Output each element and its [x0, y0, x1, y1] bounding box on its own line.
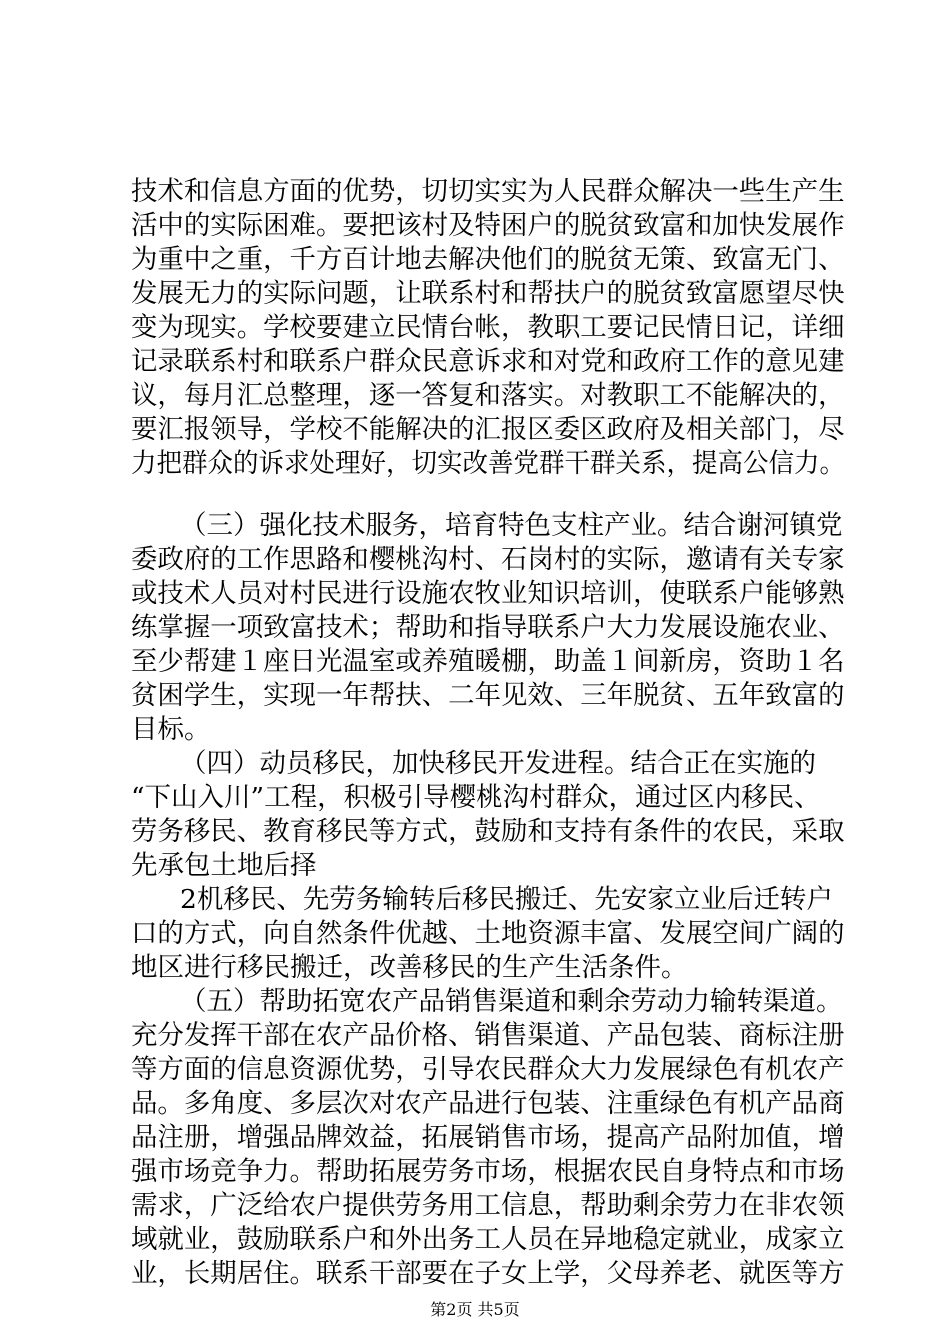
text-line: （四）动员移民，加快移民开发进程。结合正在实施的: [180, 748, 816, 779]
text-line: 业，长期居住。联系干部要在子女上学，父母养老、就医等方: [131, 1258, 845, 1289]
text-line: 至少帮建１座日光温室或养殖暖棚，助盖１间新房，资助１名: [131, 646, 845, 677]
text-line: 练掌握一项致富技术；帮助和指导联系户大力发展设施农业、: [131, 612, 845, 643]
text-line: 变为现实。学校要建立民情台帐，教职工要记民情日记，详细: [131, 312, 845, 343]
text-line: 力把群众的诉求处理好，切实改善党群干群关系，提高公信力。: [131, 448, 845, 479]
text-line: 委政府的工作思路和樱桃沟村、石岗村的实际，邀请有关专家: [131, 544, 845, 575]
text-line: 域就业，鼓励联系户和外出务工人员在异地稳定就业，成家立: [131, 1224, 845, 1255]
page-footer: 第2页 共5页: [430, 1300, 520, 1319]
text-line: 发展无力的实际问题，让联系村和帮扶户的脱贫致富愿望尽快: [131, 278, 845, 309]
text-line: 强市场竞争力。帮助拓展劳务市场，根据农民自身特点和市场: [131, 1156, 845, 1187]
text-line: 活中的实际困难。要把该村及特困户的脱贫致富和加快发展作: [131, 210, 845, 241]
text-line: 2机移民、先劳务输转后移民搬迁、先安家立业后迁转户: [180, 884, 833, 915]
text-line: 议，每月汇总整理，逐一答复和落实。对教职工不能解决的，: [131, 380, 845, 411]
text-line: 目标。: [131, 714, 211, 745]
text-line: 品注册，增强品牌效益，拓展销售市场，提高产品附加值，增: [131, 1122, 845, 1153]
text-line: （五）帮助拓宽农产品销售渠道和剩余劳动力输转渠道。: [180, 986, 843, 1017]
text-line: “下山入川”工程，积极引导樱桃沟村群众，通过区内移民、: [131, 782, 821, 813]
text-line: 充分发挥干部在农产品价格、销售渠道、产品包装、商标注册: [131, 1020, 845, 1051]
text-line: 地区进行移民搬迁，改善移民的生产生活条件。: [131, 952, 688, 983]
text-line: 记录联系村和联系户群众民意诉求和对党和政府工作的意见建: [131, 346, 845, 377]
text-line: 要汇报领导，学校不能解决的汇报区委区政府及相关部门，尽: [131, 414, 845, 445]
text-line: 或技术人员对村民进行设施农牧业知识培训，使联系户能够熟: [131, 578, 845, 609]
text-line: 口的方式，向自然条件优越、土地资源丰富、发展空间广阔的: [131, 918, 845, 949]
text-line: 等方面的信息资源优势，引导农民群众大力发展绿色有机农产: [131, 1054, 845, 1085]
text-line: 品。多角度、多层次对农产品进行包装、注重绿色有机产品商: [131, 1088, 845, 1119]
text-line: （三）强化技术服务，培育特色支柱产业。结合谢河镇党: [180, 510, 843, 541]
text-line: 为重中之重，千方百计地去解决他们的脱贫无策、致富无门、: [131, 244, 845, 275]
text-line: 贫困学生，实现一年帮扶、二年见效、三年脱贫、五年致富的: [131, 680, 845, 711]
text-line: 劳务移民、教育移民等方式，鼓励和支持有条件的农民，采取: [131, 816, 845, 847]
text-line: 先承包土地后择: [131, 850, 317, 881]
text-line: 技术和信息方面的优势，切切实实为人民群众解决一些生产生: [131, 176, 845, 207]
text-line: 需求，广泛给农户提供劳务用工信息，帮助剩余劳力在非农领: [131, 1190, 845, 1221]
